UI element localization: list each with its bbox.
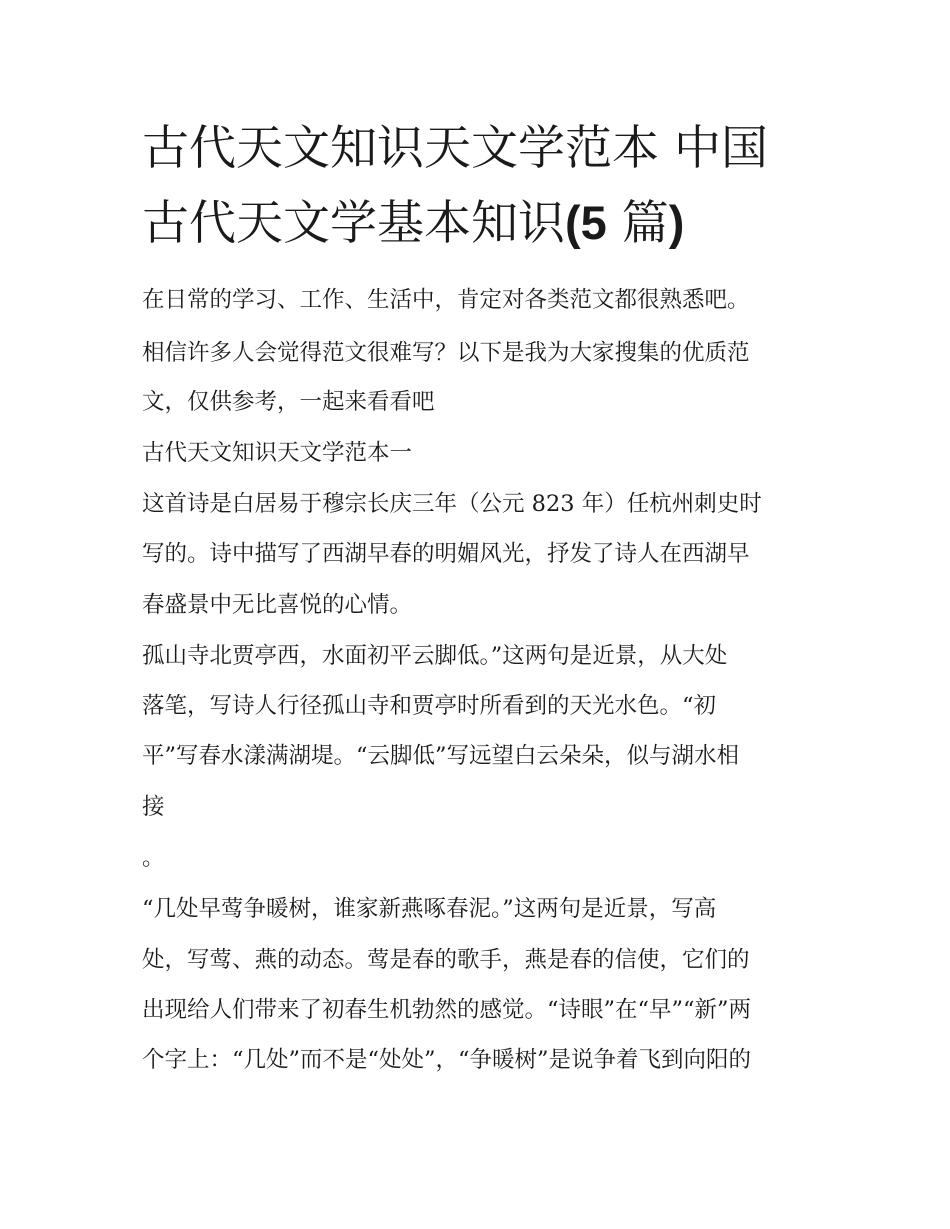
body-line: 在日常的学习、工作、生活中，肯定对各类范文都很熟悉吧。 xyxy=(142,287,750,313)
body-line: 。 xyxy=(142,845,165,871)
body-line: “几处早莺争暖树，谁家新燕啄春泥。”这两句是近景，写高 xyxy=(142,896,717,922)
title-line-2-text: 古代天文学基本知识 xyxy=(142,196,565,251)
body-line: 平”写春水漾满湖堤。“云脚低”写远望白云朵朵，似与湖水相 xyxy=(142,743,740,769)
body-line: 孤山寺北贾亭西，水面初平云脚低。”这两句是近景，从大处 xyxy=(142,643,728,669)
document-title xyxy=(142,112,842,261)
body-line: 处，写莺、燕的动态。莺是春的歌手，燕是春的信使，它们的 xyxy=(142,947,750,973)
body-line: 接 xyxy=(142,794,165,820)
body-line: 文，仅供参考，一起来看看吧 xyxy=(142,389,435,415)
body-line: 出现给人们带来了初春生机勃然的感觉。“诗眼”在“早”“新”两 xyxy=(142,997,752,1023)
body-line: 个字上：“几处”而不是“处处”，“争暖树”是说争着飞到向阳的 xyxy=(142,1047,752,1073)
title-count-open: (5 xyxy=(565,196,607,249)
body-line: 写的。诗中描写了西湖早春的明媚风光，抒发了诗人在西湖早 xyxy=(142,541,750,567)
title-count-unit: 篇 xyxy=(606,196,669,251)
title-line-1: 古代天文知识天文学范本 中国 xyxy=(142,121,768,176)
body-line: 相信许多人会觉得范文很难写？以下是我为大家搜集的优质范 xyxy=(142,340,750,366)
body-line: 春盛景中无比喜悦的心情。 xyxy=(142,592,413,618)
title-count-close: ) xyxy=(668,196,685,249)
body-line: 落笔，写诗人行径孤山寺和贾亭时所看到的天光水色。“初 xyxy=(142,693,717,719)
section-heading: 古代天文知识天文学范本一 xyxy=(142,440,413,466)
body-line: 这首诗是白居易于穆宗长庆三年（公元 823 年）任杭州刺史时 xyxy=(142,491,762,517)
